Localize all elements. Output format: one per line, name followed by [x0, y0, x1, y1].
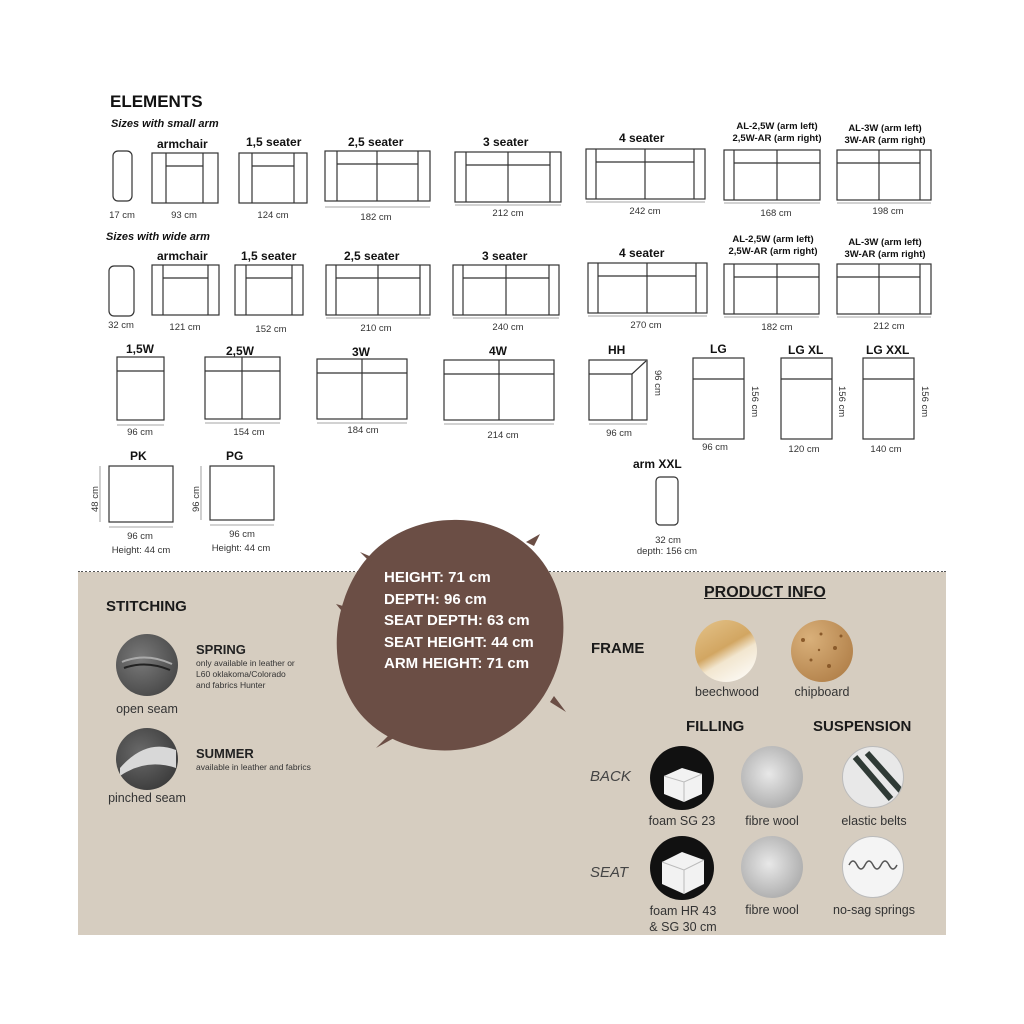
small-3-seater-drawing: [454, 151, 562, 207]
fibre-wool-seat-caption: fibre wool: [745, 903, 799, 917]
product-info-title: PRODUCT INFO: [704, 584, 826, 601]
small-al-2-5w-label: AL-2,5W (arm left) 2,5W-AR (arm right): [732, 121, 822, 144]
pouf-pk-label: PK: [130, 449, 147, 463]
elastic-belts-caption: elastic belts: [841, 814, 907, 828]
small-arm-subtitle: Sizes with small arm: [111, 118, 219, 130]
back-label: BACK: [590, 768, 631, 785]
wide-3-seater-label: 3 seater: [482, 249, 528, 263]
module-2-5w-drawing: [204, 356, 282, 426]
wide-al-3w-label: AL-3W (arm left) 3W-AR (arm right): [844, 237, 926, 260]
module-lg-vdim: 156 cm: [749, 386, 760, 418]
arm-xxl-dim: 32 cm: [655, 535, 681, 546]
wide-arm-dim: 32 cm: [108, 320, 134, 331]
module-1-5w-drawing: [116, 356, 166, 428]
module-lg-drawing: [692, 357, 748, 441]
fibre-wool-seat-swatch: [741, 836, 803, 898]
elements-title: ELEMENTS: [110, 92, 203, 111]
pouf-pg-label: PG: [226, 449, 244, 463]
wide-arm-subtitle: Sizes with wide arm: [106, 231, 210, 243]
fibre-wool-back-caption: fibre wool: [745, 814, 799, 828]
wide-armchair-dim: 121 cm: [169, 322, 201, 333]
summer-note: available in leather and fabrics: [196, 762, 311, 772]
seat-label: SEAT: [590, 864, 629, 881]
summer-title: SUMMER: [196, 746, 254, 761]
module-4w-label: 4W: [489, 344, 507, 358]
wide-al-2-5w-label: AL-2,5W (arm left) 2,5W-AR (arm right): [728, 234, 818, 257]
wide-4-seater-label: 4 seater: [619, 246, 665, 260]
small-al-3w-dim: 198 cm: [872, 206, 904, 217]
spec-seat-height: SEAT HEIGHT: 44 cm: [384, 633, 534, 651]
small-3-seater-dim: 212 cm: [492, 208, 524, 219]
module-hh-label: HH: [608, 343, 626, 357]
module-lg-dim: 96 cm: [702, 442, 728, 453]
small-2-5-seater-dim: 182 cm: [360, 212, 392, 223]
spec-depth: DEPTH: 96 cm: [384, 590, 487, 608]
small-3-seater-label: 3 seater: [483, 135, 529, 149]
specs-list: [384, 567, 534, 675]
module-2-5w-label: 2,5W: [226, 344, 255, 358]
small-al-3w-drawing: [836, 149, 932, 205]
pouf-pk-vdim: 48 cm: [90, 486, 101, 512]
module-3w-dim: 184 cm: [347, 425, 379, 436]
open-seam-swatch: [116, 634, 178, 696]
module-lg-xxl-drawing: [862, 357, 916, 441]
foam-hr43-caption: foam HR 43 & SG 30 cm: [649, 904, 717, 934]
module-lg-xxl-dim: 140 cm: [870, 444, 902, 455]
module-1-5w-label: 1,5W: [126, 342, 155, 356]
beechwood-caption: beechwood: [695, 685, 759, 699]
wide-2-5-seater-label: 2,5 seater: [344, 249, 400, 263]
pouf-pk-dim: 96 cm: [127, 531, 153, 542]
pouf-pg-height: Height: 44 cm: [211, 543, 271, 554]
module-lg-xl-label: LG XL: [788, 343, 824, 357]
chipboard-caption: chipboard: [794, 685, 850, 699]
module-3w-drawing: [316, 358, 408, 428]
module-hh-dim: 96 cm: [606, 428, 632, 439]
small-armchair-label: armchair: [157, 137, 208, 151]
frame-title: FRAME: [591, 640, 645, 657]
pouf-pg-drawing: [209, 465, 277, 533]
arm-xxl-label: arm XXL: [633, 457, 682, 471]
arm-xxl-drawing: [655, 476, 681, 530]
wide-2-5-seater-dim: 210 cm: [360, 323, 392, 334]
small-2-5-seater-label: 2,5 seater: [348, 135, 404, 149]
module-lg-xl-vdim: 156 cm: [836, 386, 847, 418]
wide-4-seater-drawing: [587, 262, 709, 318]
suspension-title: SUSPENSION: [813, 718, 912, 735]
spec-seat-depth: SEAT DEPTH: 63 cm: [384, 612, 530, 629]
foam-hr43-swatch: [650, 836, 714, 900]
module-lg-xxl-label: LG XXL: [866, 343, 910, 357]
small-1-5-seater-drawing: [238, 152, 308, 206]
wide-4-seater-dim: 270 cm: [630, 320, 662, 331]
wide-armchair-label: armchair: [157, 249, 208, 263]
fibre-wool-back-swatch: [741, 746, 803, 808]
small-2-5-seater-drawing: [324, 150, 432, 210]
small-4-seater-drawing: [585, 148, 707, 204]
wide-1-5-seater-dim: 152 cm: [255, 324, 287, 335]
small-arm-dim: 17 cm: [109, 210, 135, 221]
module-lg-xl-drawing: [780, 357, 834, 441]
foam-sg23-swatch: [650, 746, 714, 810]
stitching-title: STITCHING: [106, 598, 187, 615]
small-4-seater-label: 4 seater: [619, 131, 665, 145]
wide-3-seater-dim: 240 cm: [492, 322, 524, 333]
small-1-5-seater-dim: 124 cm: [257, 210, 289, 221]
module-2-5w-dim: 154 cm: [233, 427, 265, 438]
module-3w-label: 3W: [352, 345, 370, 359]
pinched-seam-swatch: [116, 728, 178, 790]
beechwood-swatch: [695, 620, 757, 682]
wide-1-5-seater-label: 1,5 seater: [241, 249, 297, 263]
pouf-pg-vdim: 96 cm: [191, 486, 202, 512]
wide-al-3w-drawing: [836, 263, 932, 319]
module-4w-drawing: [443, 359, 555, 429]
spec-arm-height: ARM HEIGHT: 71 cm: [384, 655, 530, 672]
module-hh-vdim: 96 cm: [652, 370, 663, 396]
module-hh-drawing: [588, 359, 650, 427]
wide-2-5-seater-drawing: [325, 264, 433, 320]
small-al-2-5w-dim: 168 cm: [760, 208, 792, 219]
small-armchair-dim: 93 cm: [171, 210, 197, 221]
filling-title: FILLING: [686, 718, 745, 735]
small-4-seater-dim: 242 cm: [629, 206, 661, 217]
pouf-pg-dim: 96 cm: [229, 529, 255, 540]
foam-sg23-caption: foam SG 23: [648, 814, 716, 828]
pouf-pk-drawing: [108, 465, 176, 533]
chipboard-swatch: [791, 620, 853, 682]
wide-1-5-seater-drawing: [234, 264, 306, 318]
small-armchair-drawing: [151, 152, 219, 206]
spring-title: SPRING: [196, 642, 246, 657]
wide-3-seater-drawing: [452, 264, 562, 320]
no-sag-springs-caption: no-sag springs: [833, 903, 915, 917]
module-4w-dim: 214 cm: [487, 430, 519, 441]
small-al-2-5w-drawing: [723, 149, 821, 205]
pouf-pk-height: Height: 44 cm: [111, 545, 171, 556]
small-arm-drawing: [112, 150, 134, 202]
elastic-belts-swatch: [842, 746, 904, 808]
open-seam-caption: open seam: [116, 702, 178, 716]
pinched-seam-caption: pinched seam: [108, 791, 186, 805]
wide-al-2-5w-drawing: [723, 263, 821, 319]
wide-armchair-drawing: [151, 264, 221, 318]
module-lg-xl-dim: 120 cm: [788, 444, 820, 455]
wide-al-2-5w-dim: 182 cm: [761, 322, 793, 333]
spec-height: HEIGHT: 71 cm: [384, 569, 491, 586]
small-1-5-seater-label: 1,5 seater: [246, 135, 302, 149]
wide-arm-drawing: [108, 265, 136, 317]
small-al-3w-label: AL-3W (arm left) 3W-AR (arm right): [844, 123, 926, 146]
no-sag-springs-swatch: [842, 836, 904, 898]
module-lg-xxl-vdim: 156 cm: [919, 386, 930, 418]
spring-note: only available in leather or L60 oklakoma/Colorado and fabrics Hunter: [196, 658, 295, 690]
module-lg-label: LG: [710, 342, 727, 356]
wide-al-3w-dim: 212 cm: [873, 321, 905, 332]
arm-xxl-depth: depth: 156 cm: [636, 546, 698, 557]
module-1-5w-dim: 96 cm: [127, 427, 153, 438]
